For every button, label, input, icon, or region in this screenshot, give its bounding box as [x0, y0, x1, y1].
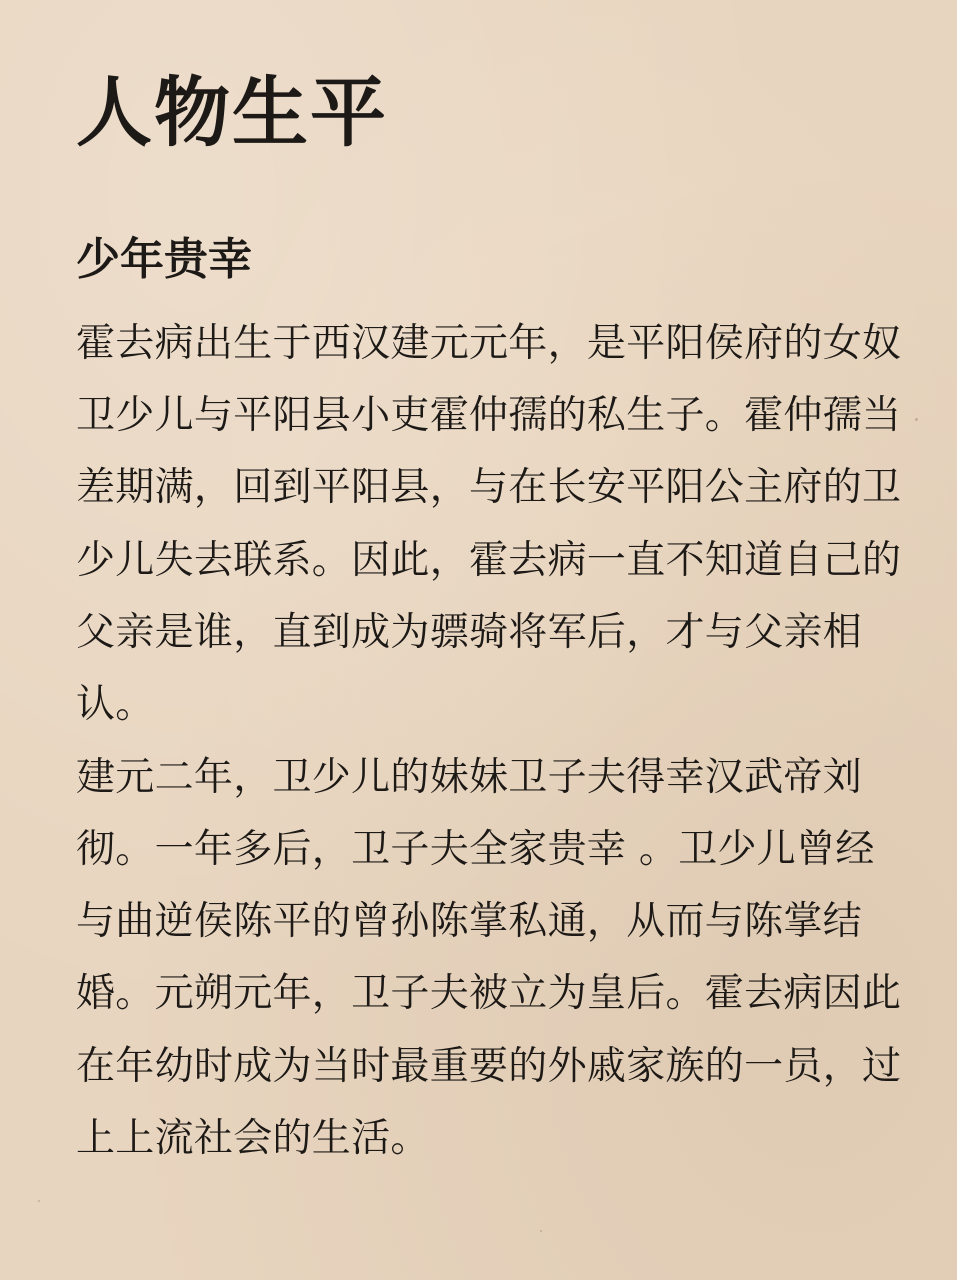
paragraph-line-8: 彻。一年多后，卫子夫全家贵幸 。卫少儿曾经 — [76, 827, 875, 872]
paper-speck — [915, 418, 918, 421]
paragraph-line-11: 在年幼时成为当时最重要的外戚家族的一员，过 — [76, 1044, 902, 1089]
paragraph-line-9: 与曲逆侯陈平的曾孙陈掌私通，从而与陈掌结 — [76, 899, 863, 944]
section-heading: 少年贵幸 — [76, 234, 252, 285]
paragraph-line-3: 差期满，回到平阳县，与在长安平阳公主府的卫 — [76, 465, 902, 510]
paragraph-line-7: 建元二年，卫少儿的妹妹卫子夫得幸汉武帝刘 — [76, 755, 863, 800]
paper-speck — [540, 1230, 542, 1232]
paragraph-line-5: 父亲是谁，直到成为骠骑将军后，才与父亲相 — [76, 610, 863, 655]
paragraph-line-6: 认。 — [76, 682, 155, 727]
paragraph-line-10: 婚。元朔元年，卫子夫被立为皇后。霍去病因此 — [76, 971, 902, 1016]
paragraph-line-12: 上上流社会的生活。 — [76, 1116, 430, 1161]
paper-speck — [38, 1200, 40, 1202]
page-title: 人物生平 — [76, 68, 388, 157]
paragraph-line-1: 霍去病出生于西汉建元元年，是平阳侯府的女奴 — [76, 321, 902, 366]
paragraph-line-2: 卫少儿与平阳县小吏霍仲孺的私生子。霍仲孺当 — [76, 393, 902, 438]
paragraph-line-4: 少儿失去联系。因此，霍去病一直不知道自己的 — [76, 538, 902, 583]
